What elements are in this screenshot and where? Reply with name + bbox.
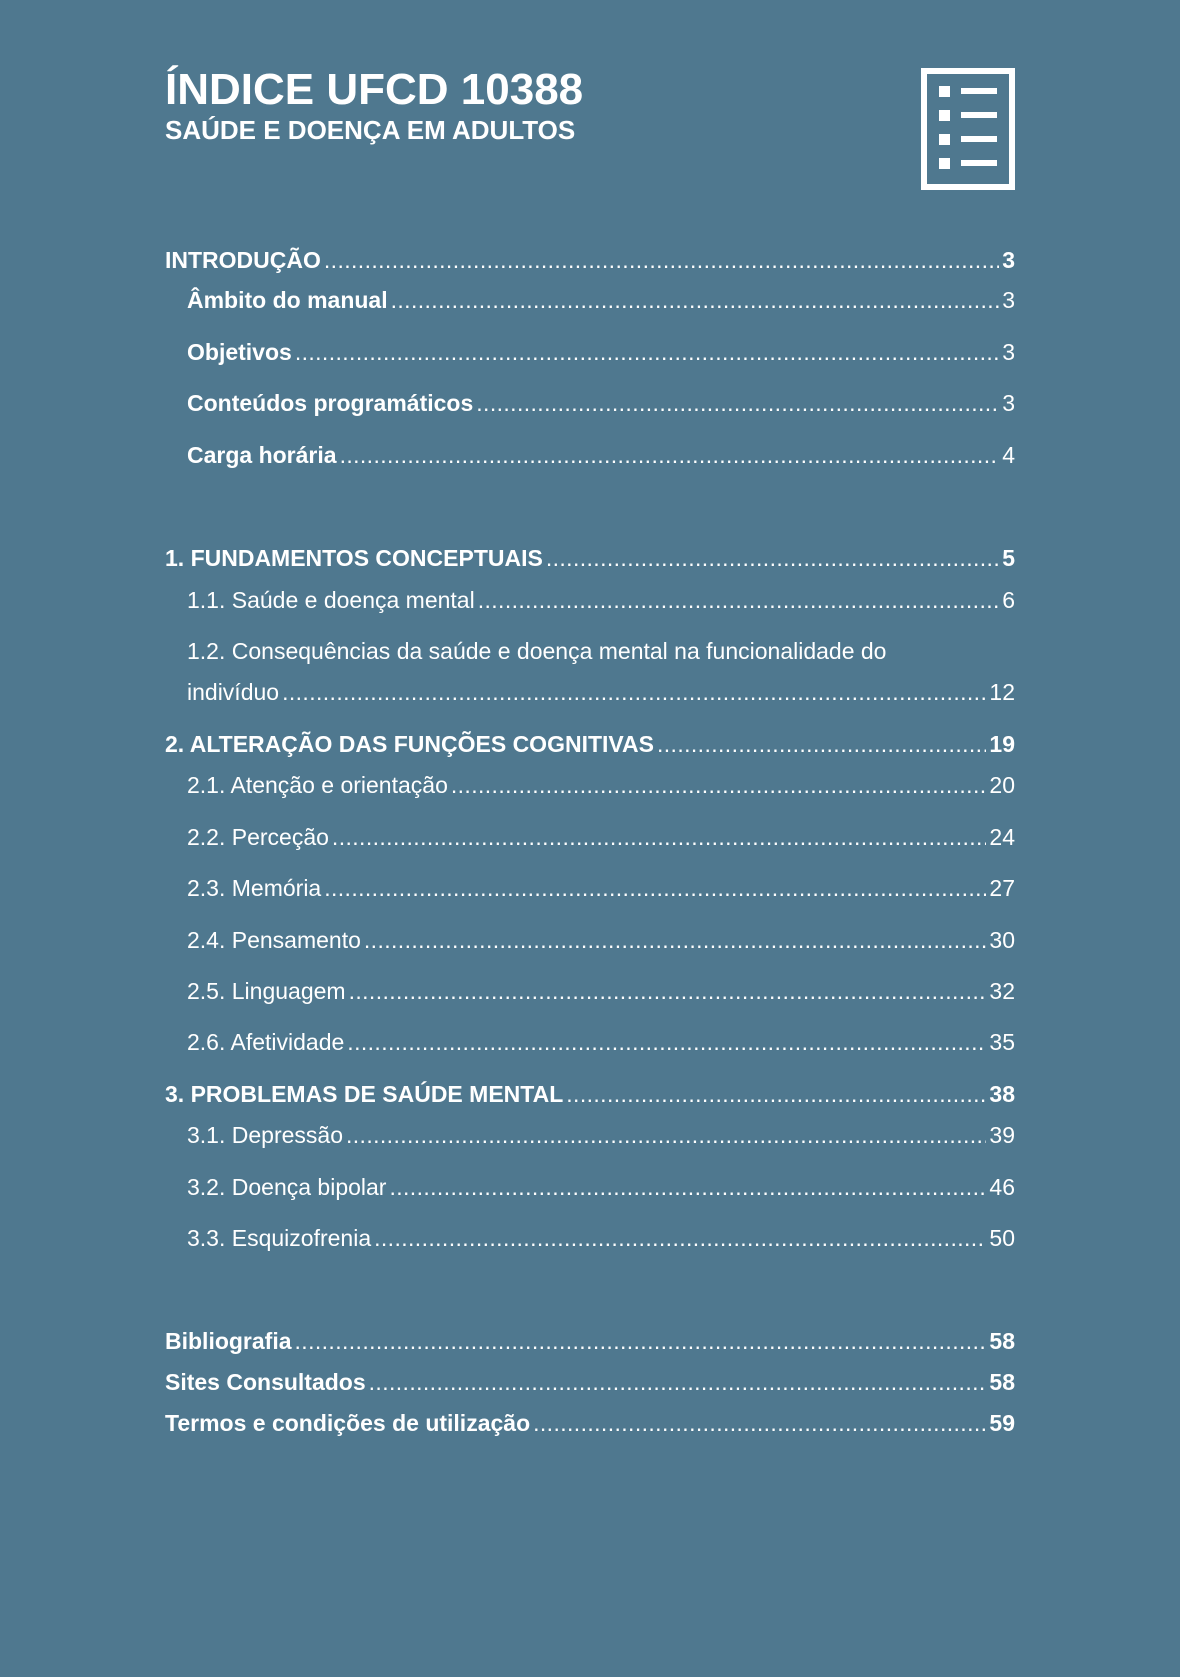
dot-leader [369, 1367, 987, 1397]
dot-leader [295, 1326, 987, 1356]
toc-entry-3-3[interactable]: 3.3. Esquizofrenia . . . 50 [187, 1223, 1015, 1253]
toc-entry-3-1[interactable]: 3.1. Depressão . . . 39 [187, 1120, 1015, 1150]
dot-leader [364, 925, 987, 955]
toc-entry-termos[interactable]: Termos e condições de utilização . . . 59 [165, 1408, 1015, 1438]
dot-leader [546, 543, 999, 573]
toc-entry-carga-horaria[interactable]: Carga horária . . . 4 [187, 440, 1015, 470]
document-list-icon [921, 68, 1015, 190]
toc-entry-section-3[interactable]: 3. PROBLEMAS DE SAÚDE MENTAL . . . 38 [165, 1079, 1015, 1109]
dot-leader [533, 1408, 986, 1438]
toc-entry-ambito[interactable]: Âmbito do manual . . . 3 [187, 285, 1015, 315]
dot-leader [340, 440, 1000, 470]
toc-entry-1-1[interactable]: 1.1. Saúde e doença mental . . . 6 [187, 585, 1015, 615]
page-title: ÍNDICE UFCD 10388 [165, 65, 584, 114]
toc-entry-2-1[interactable]: 2.1. Atenção e orientação . . . 20 [187, 770, 1015, 800]
toc-entry-sites-consultados[interactable]: Sites Consultados . . . 58 [165, 1367, 1015, 1397]
dot-leader [349, 976, 987, 1006]
toc-entry-objetivos[interactable]: Objetivos . . . 3 [187, 337, 1015, 367]
dot-leader [657, 729, 986, 759]
dot-leader [346, 1120, 986, 1150]
dot-leader [566, 1079, 986, 1109]
toc-entry-section-2[interactable]: 2. ALTERAÇÃO DAS FUNÇÕES COGNITIVAS . . . 19 [165, 729, 1015, 759]
toc-entry-2-3[interactable]: 2.3. Memória . . . 27 [187, 873, 1015, 903]
dot-leader [347, 1027, 986, 1057]
toc-entry-bibliografia[interactable]: Bibliografia . . . 58 [165, 1326, 1015, 1356]
dot-leader [324, 873, 986, 903]
dot-leader [478, 585, 999, 615]
toc-entry-1-2-line1[interactable]: 1.2. Consequências da saúde e doença mental na funcionalidade do [187, 638, 887, 664]
page-subtitle: SAÚDE E DOENÇA EM ADULTOS [165, 115, 576, 146]
toc-entry-2-5[interactable]: 2.5. Linguagem . . . 32 [187, 976, 1015, 1006]
toc-entry-introducao[interactable]: INTRODUÇÃO . . . 3 [165, 245, 1015, 275]
dot-leader [295, 337, 999, 367]
dot-leader [332, 822, 986, 852]
dot-leader [451, 770, 987, 800]
toc-entry-2-6[interactable]: 2.6. Afetividade . . . 35 [187, 1027, 1015, 1057]
dot-leader [476, 388, 999, 418]
toc-entry-3-2[interactable]: 3.2. Doença bipolar . . . 46 [187, 1172, 1015, 1202]
toc-entry-section-1[interactable]: 1. FUNDAMENTOS CONCEPTUAIS . . . 5 [165, 543, 1015, 573]
page-header [165, 66, 583, 145]
toc-entry-2-2[interactable]: 2.2. Perceção . . . 24 [187, 822, 1015, 852]
toc-entry-conteudos[interactable]: Conteúdos programáticos . . . 3 [187, 388, 1015, 418]
dot-leader [324, 245, 999, 275]
dot-leader [391, 285, 1000, 315]
dot-leader [374, 1223, 986, 1253]
toc-entry-1-2-line2[interactable]: indivíduo . . . 12 [187, 677, 1015, 707]
dot-leader [389, 1172, 986, 1202]
toc-entry-2-4[interactable]: 2.4. Pensamento . . . 30 [187, 925, 1015, 955]
dot-leader [282, 677, 986, 707]
